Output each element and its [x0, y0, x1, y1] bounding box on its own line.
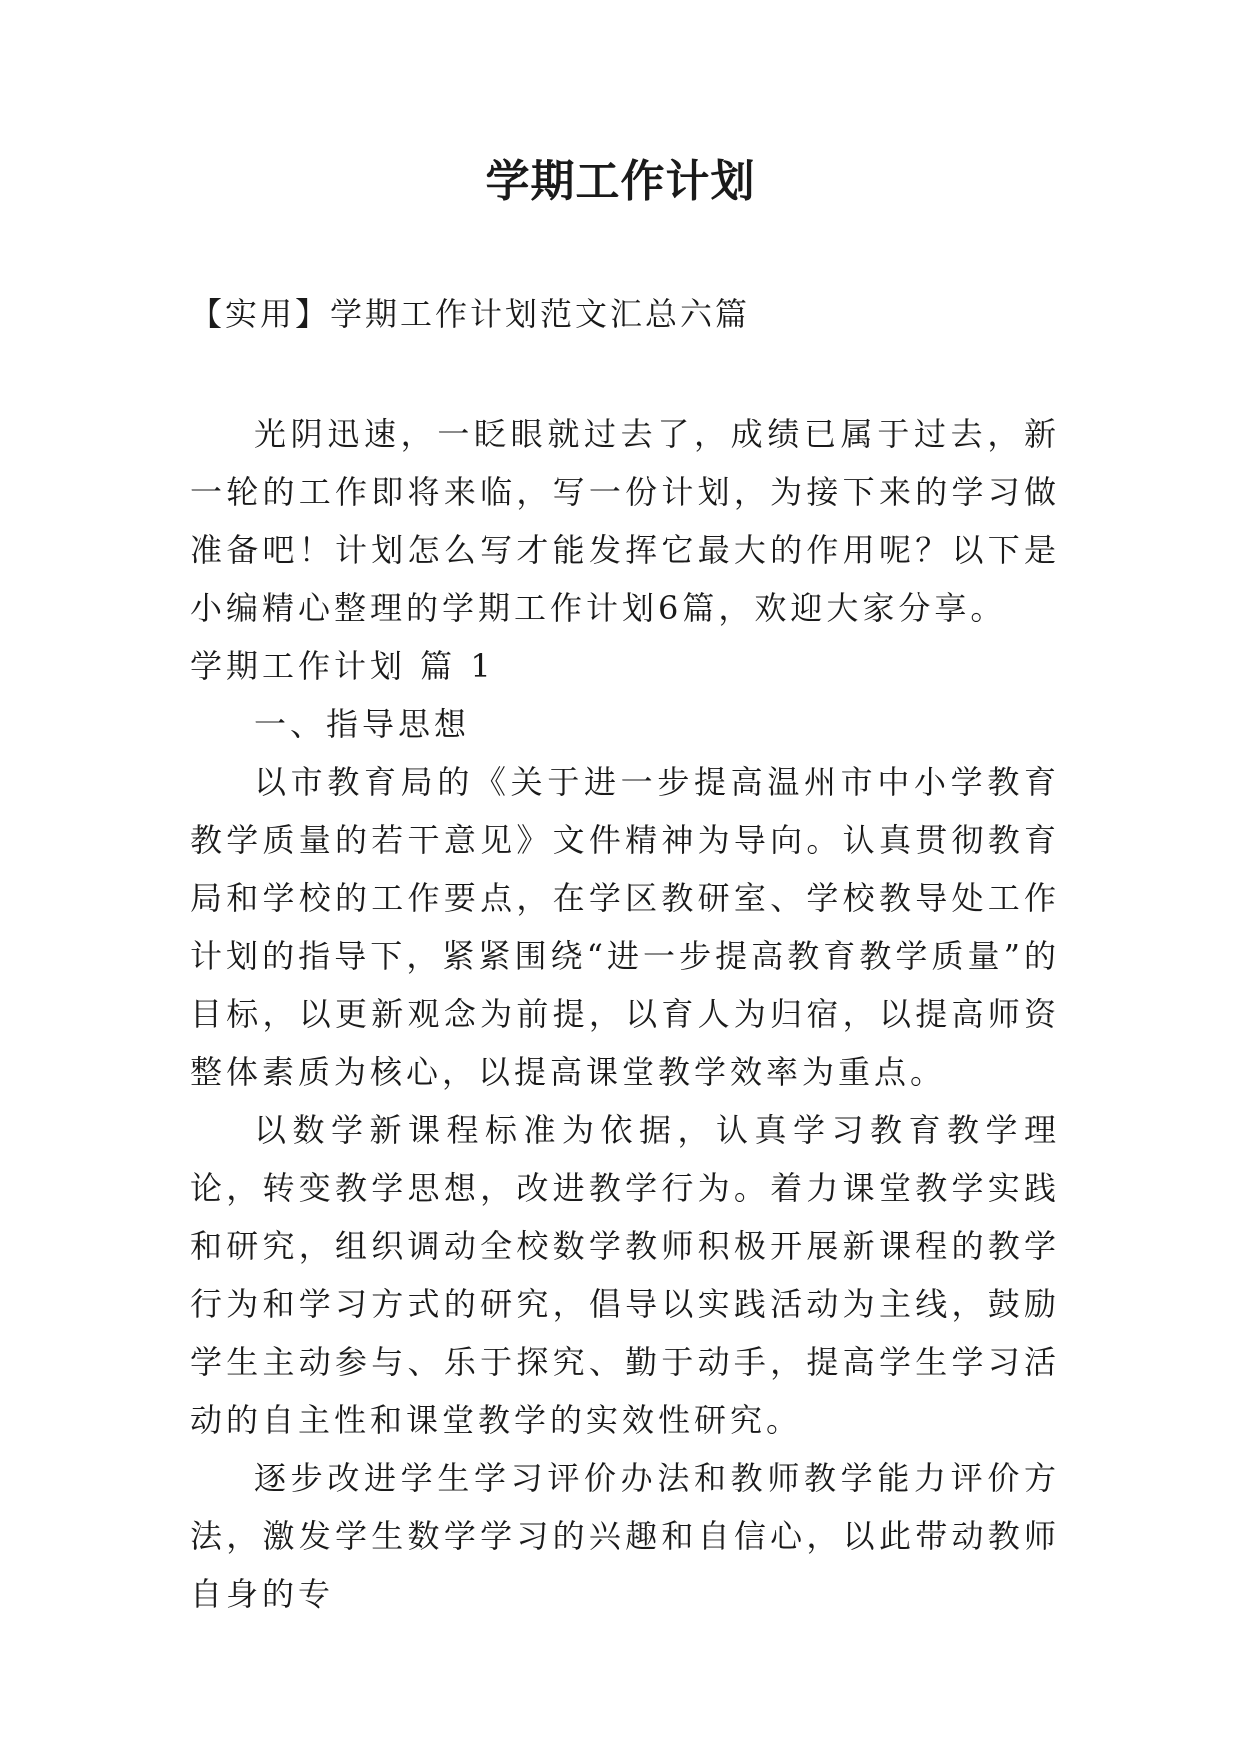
document-title: 学期工作计划	[485, 156, 756, 207]
body-paragraph-2: 以数学新课程标准为依据，认真学习教育教学理论，转变教学思想，改进教学行为。着力课堂教学实践和研究，组织调动全校数学教师积极开展新课程的教学行为和学习方式的研究，倡导以实践活动为主线，鼓励学生主动参与、乐于探究、勤于动手，提高学生学习活动的自主性和课堂教学的实效性研究。	[190, 1111, 1060, 1439]
body-paragraph-3: 逐步改进学生学习评价办法和教师教学能力评价方法，激发学生数学学习的兴趣和自信心，以此带动教师自身的专	[190, 1459, 1060, 1613]
document-subtitle: 【实用】学期工作计划范文汇总六篇	[190, 295, 751, 333]
intro-paragraph: 光阴迅速，一眨眼就过去了，成绩已属于过去，新一轮的工作即将来临，写一份计划，为接下来的学习做准备吧！计划怎么写才能发挥它最大的作用呢？以下是小编精心整理的学期工作计划6篇，欢迎大家分享。	[190, 415, 1060, 627]
document-body	[190, 405, 1060, 1623]
section-heading: 学期工作计划 篇 1	[190, 647, 495, 685]
body-paragraph-1: 以市教育局的《关于进一步提高温州市中小学教育教学质量的若干意见》文件精神为导向。认真贯彻教育局和学校的工作要点，在学区教研室、学校教导处工作计划的指导下，紧紧围绕“进一步提高教育教学质量”的目标，以更新观念为前提，以育人为归宿，以提高师资整体素质为核心，以提高课堂教学效率为重点。	[190, 763, 1060, 1091]
point-heading: 一、指导思想	[254, 705, 471, 743]
